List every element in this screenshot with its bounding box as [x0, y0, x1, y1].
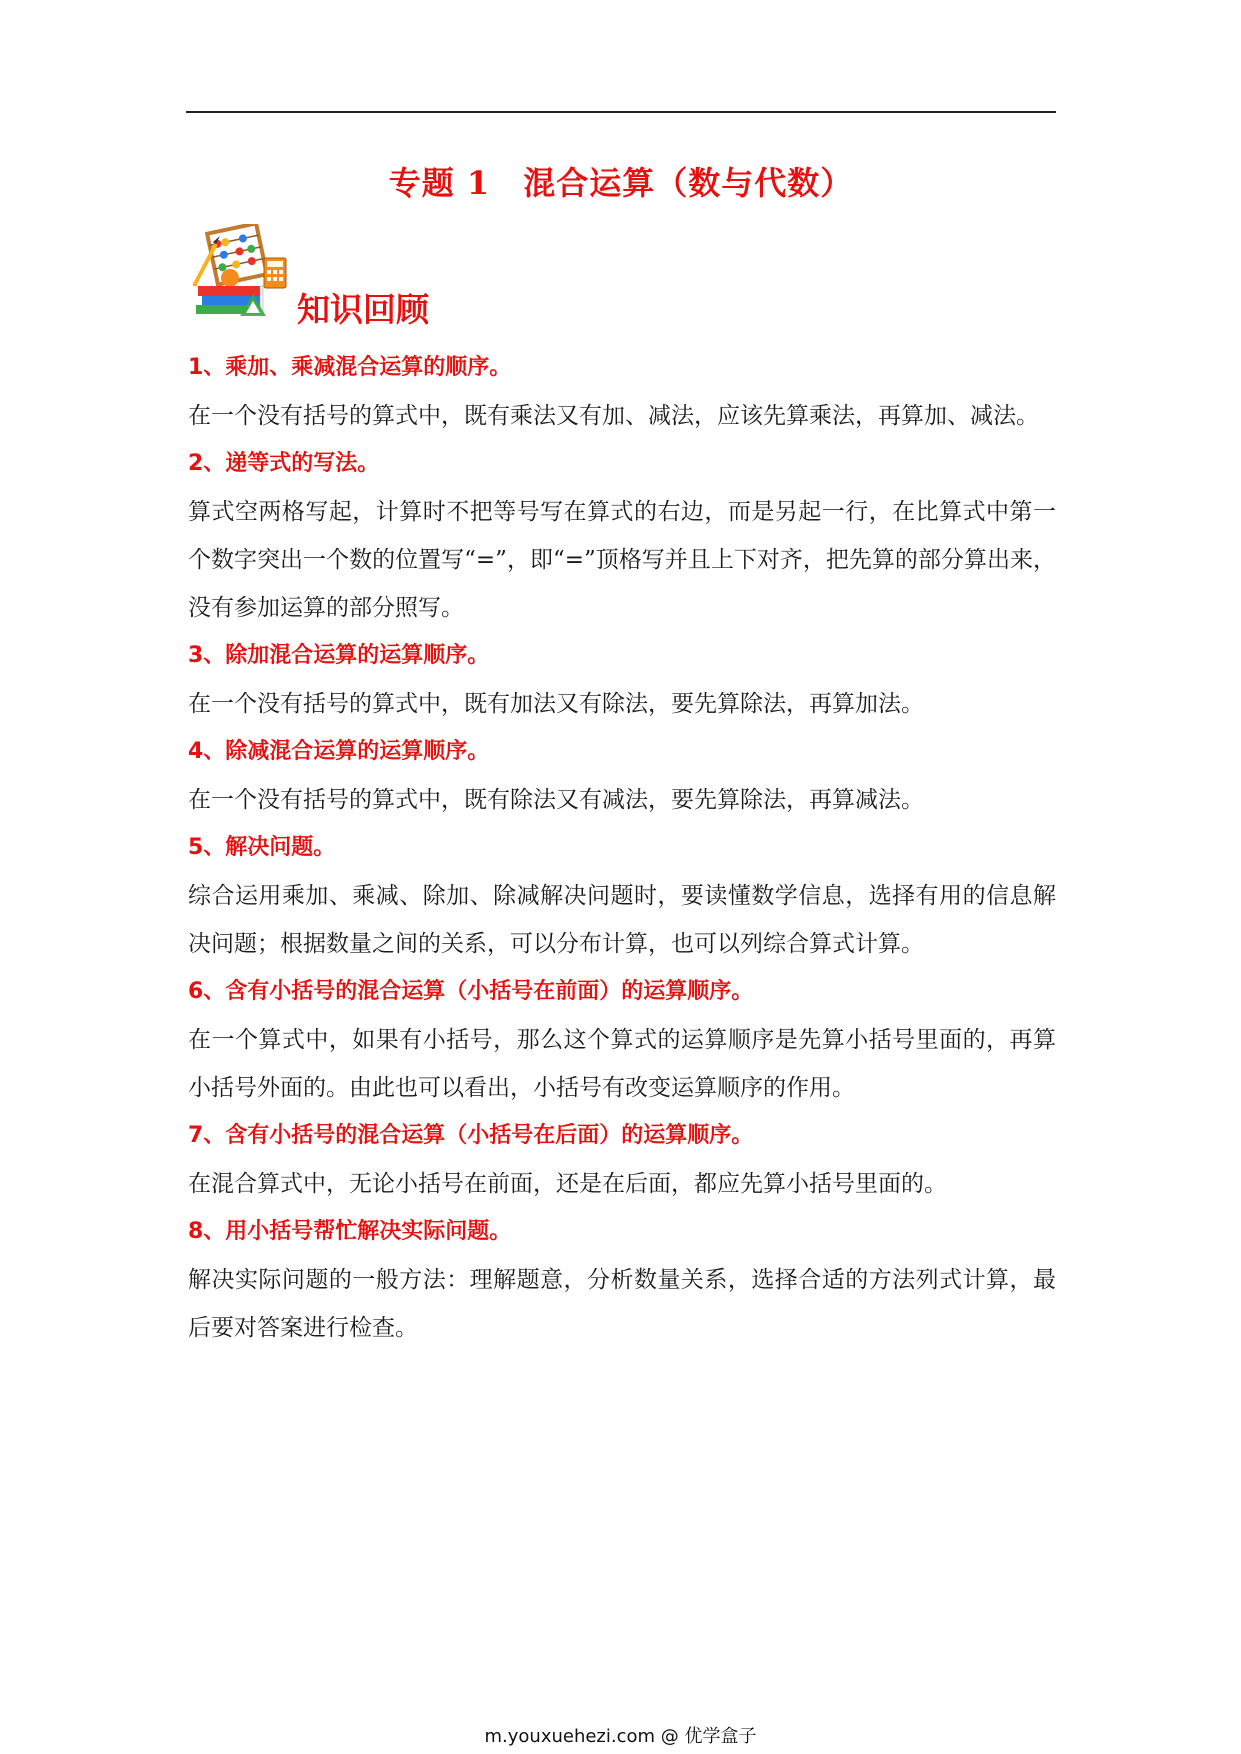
- section-7: [188, 1112, 1056, 1208]
- section-heading: 1、乘加、乘减混合运算的顺序。: [188, 355, 512, 380]
- section-heading: 2、递等式的写法。: [188, 451, 380, 476]
- section-heading: 4、除减混合运算的运算顺序。: [188, 739, 490, 764]
- section-body: 在一个没有括号的算式中，既有乘法又有加、减法，应该先算乘法，再算加、减法。: [188, 403, 1039, 429]
- section-5: [188, 824, 1056, 968]
- section-1: [188, 344, 1056, 440]
- section-body: 在混合算式中，无论小括号在前面，还是在后面，都应先算小括号里面的。: [188, 1171, 947, 1197]
- section-body: 综合运用乘加、乘减、除加、除减解决问题时，要读懂数学信息，选择有用的信息解决问题；根据数量之间的关系，可以分布计算，也可以列综合算式计算。: [188, 883, 1056, 957]
- header-rule: [186, 111, 1056, 113]
- page-title: 专题 1 混合运算（数与代数）: [388, 164, 854, 202]
- section-3: [188, 632, 1056, 728]
- section-6: [188, 968, 1056, 1112]
- review-heading: 知识回顾: [297, 290, 429, 329]
- section-heading: 5、解决问题。: [188, 835, 336, 860]
- section-heading: 6、含有小括号的混合运算（小括号在前面）的运算顺序。: [188, 979, 754, 1004]
- section-2: [188, 440, 1056, 632]
- knowledge-content: [188, 344, 1056, 1352]
- section-body: 解决实际问题的一般方法：理解题意，分析数量关系，选择合适的方法列式计算，最后要对答案进行检查。: [188, 1267, 1056, 1341]
- section-heading: 3、除加混合运算的运算顺序。: [188, 643, 490, 668]
- review-header: [190, 224, 590, 329]
- math-tools-illustration: [190, 224, 290, 320]
- section-body: 在一个算式中，如果有小括号，那么这个算式的运算顺序是先算小括号里面的，再算小括号外面的。由此也可以看出，小括号有改变运算顺序的作用。: [188, 1027, 1056, 1101]
- section-heading: 7、含有小括号的混合运算（小括号在后面）的运算顺序。: [188, 1123, 754, 1148]
- section-body: 算式空两格写起，计算时不把等号写在算式的右边，而是另起一行，在比算式中第一个数字突出一个数的位置写“=”，即“=”顶格写并且上下对齐，把先算的部分算出来，没有参加运算的部分照写。: [188, 499, 1056, 621]
- section-4: [188, 728, 1056, 824]
- section-body: 在一个没有括号的算式中，既有除法又有减法，要先算除法，再算减法。: [188, 787, 924, 813]
- footer-watermark: m.youxuehezi.com @ 优学盒子: [484, 1726, 757, 1747]
- section-body: 在一个没有括号的算式中，既有加法又有除法，要先算除法，再算加法。: [188, 691, 924, 717]
- section-8: [188, 1208, 1056, 1352]
- section-heading: 8、用小括号帮忙解决实际问题。: [188, 1219, 512, 1244]
